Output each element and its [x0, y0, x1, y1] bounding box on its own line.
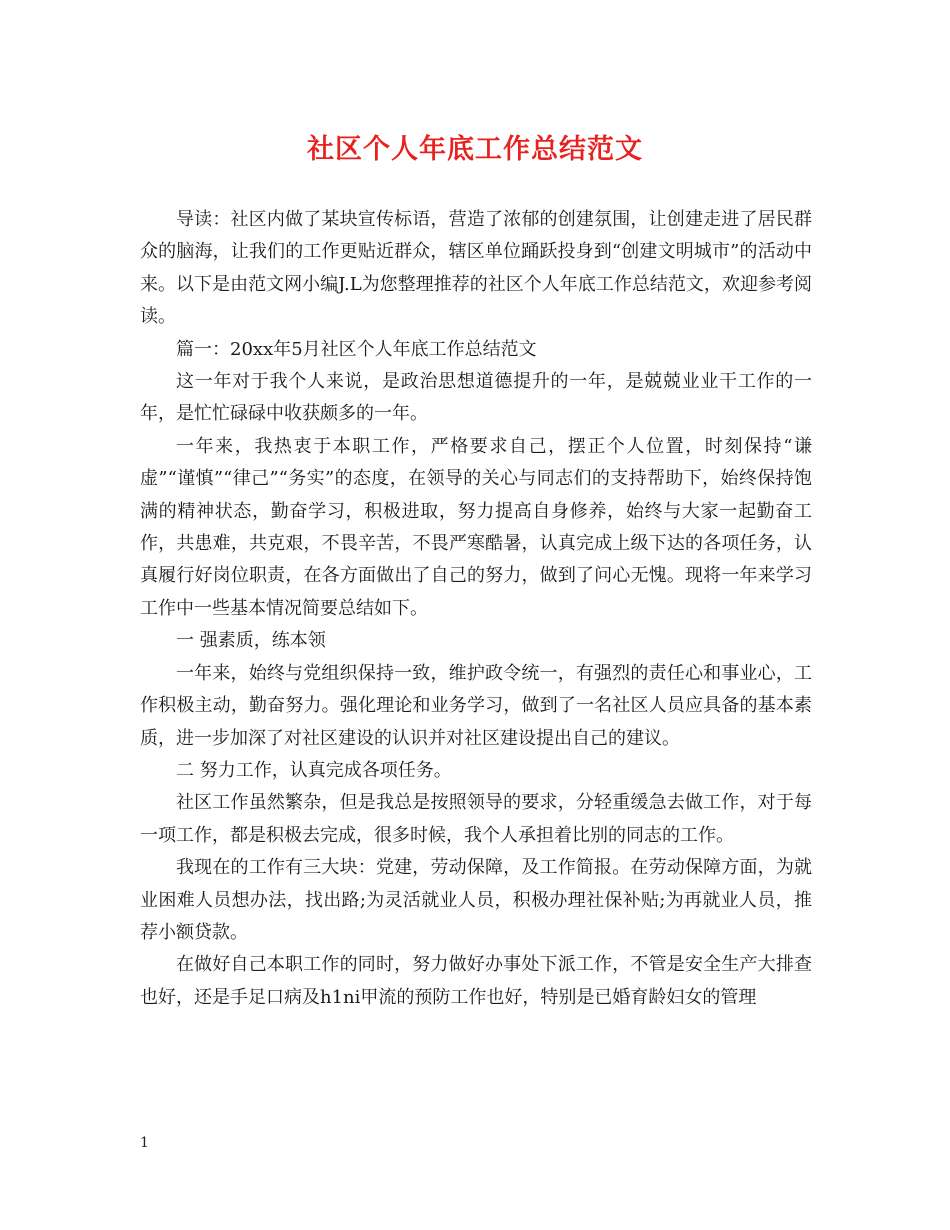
- paragraph-section-heading: 篇一：20xx年5月社区个人年底工作总结范文: [176, 338, 537, 360]
- document-title: 社区个人年底工作总结范文: [307, 134, 643, 165]
- paragraph: 在做好自己本职工作的同时，努力做好办事处下派工作，不管是安全生产大排查也好，还是手足口病及h1ni甲流的预防工作也好，特别是已婚育龄妇女的管理: [140, 954, 812, 1008]
- document-body: [140, 204, 812, 1014]
- paragraph-subheading: 一 强素质，练本领: [176, 630, 326, 652]
- paragraph-subheading: 二 努力工作，认真完成各项任务。: [176, 759, 452, 781]
- paragraph-intro: 导读：社区内做了某块宣传标语，营造了浓郁的创建氛围，让创建走进了居民群众的脑海，让我们的工作更贴近群众，辖区单位踊跃投身到“创建文明城市”的活动中来。以下是由范文网小编J.L为您整理推荐的社区个人年底工作总结范文，欢迎参考阅读。: [140, 209, 812, 328]
- paragraph: 社区工作虽然繁杂，但是我总是按照领导的要求，分轻重缓急去做工作，对于每一项工作，都是积极去完成，很多时候，我个人承担着比别的同志的工作。: [140, 792, 812, 846]
- paragraph: 我现在的工作有三大块：党建，劳动保障，及工作简报。在劳动保障方面，为就业困难人员想办法，找出路;为灵活就业人员，积极办理社保补贴;为再就业人员，推荐小额贷款。: [140, 857, 812, 943]
- paragraph: 一年来，我热衷于本职工作，严格要求自己，摆正个人位置，时刻保持“谦虚”“谨慎”“律己”“务实”的态度，在领导的关心与同志们的支持帮助下，始终保持饱满的精神状态，勤奋学习，积极进取，努力提高自身修养，始终与大家一起勤奋工作，共患难，共克艰，不畏辛苦，不畏严寒酷暑，认真完成上级下达的各项任务，认真履行好岗位职责，在各方面做出了自己的努力，做到了问心无愧。现将一年来学习工作中一些基本情况简要总结如下。: [140, 435, 812, 619]
- page-number: 1: [140, 1135, 149, 1151]
- paragraph: 一年来，始终与党组织保持一致，维护政令统一，有强烈的责任心和事业心，工作积极主动，勤奋努力。强化理论和业务学习，做到了一名社区人员应具备的基本素质，进一步加深了对社区建设的认识并对社区建设提出自己的建议。: [140, 662, 812, 749]
- paragraph: 这一年对于我个人来说，是政治思想道德提升的一年，是兢兢业业干工作的一年，是忙忙碌碌中收获颇多的一年。: [140, 371, 812, 425]
